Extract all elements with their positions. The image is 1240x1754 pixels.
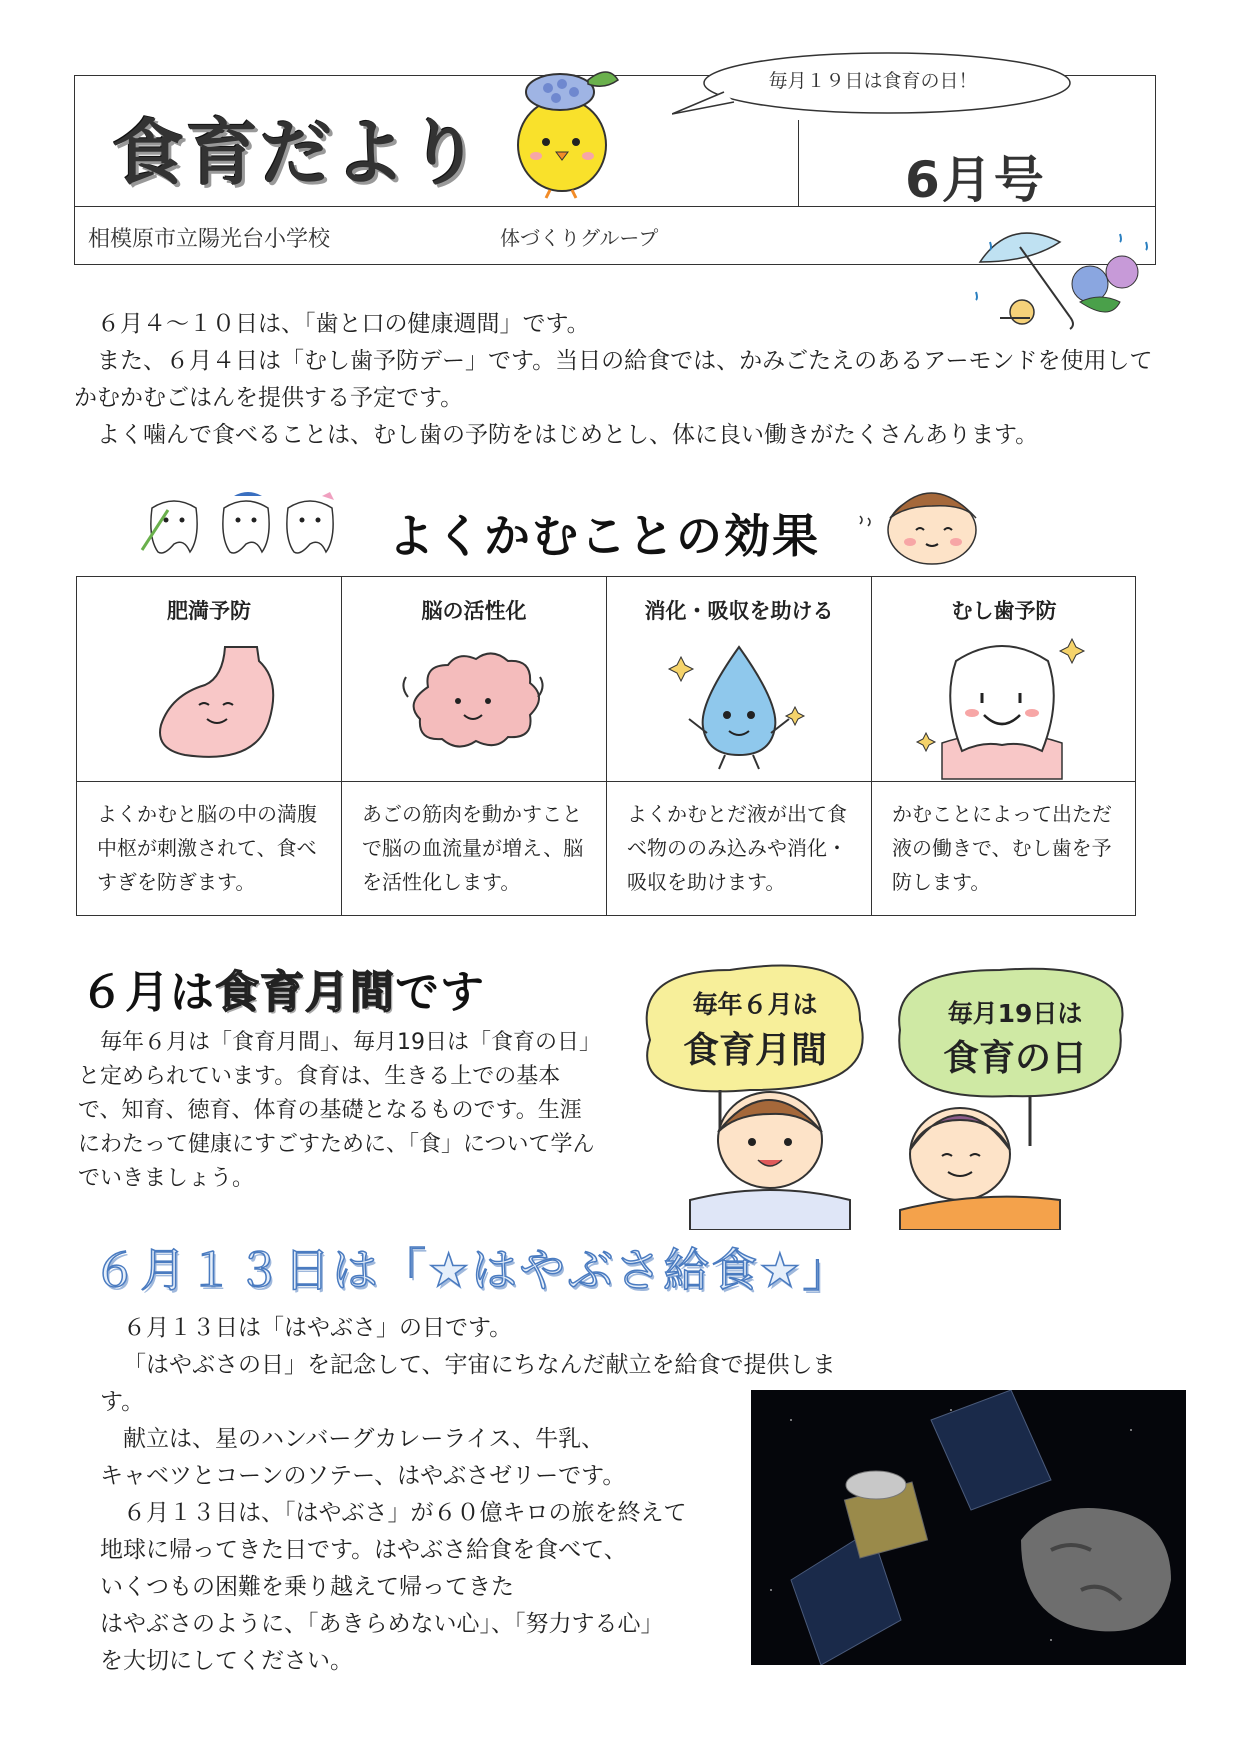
- intro-line-1: ６月４～１０日は、「歯と口の健康週間」です。: [97, 311, 590, 337]
- effects-table: [76, 576, 1136, 916]
- hayabusa-body: [100, 1310, 860, 1680]
- effect-cell-brain: [342, 577, 606, 915]
- effect-description: あごの筋肉を動かすことで脳の血流量が増え、脳を活性化します。: [362, 802, 584, 894]
- sign-1-bottom: 食育月間: [682, 1030, 827, 1071]
- hayabusa-paragraph: 「はやぶさの日」を記念して、宇宙にちなんだ献立を給食で提供します。: [100, 1352, 836, 1415]
- hayabusa-paragraph: ６月１３日は、「はやぶさ」が６０億キロの旅を終えて: [123, 1500, 687, 1526]
- hayabusa-paragraph: 献立は、星のハンバーグカレーライス、牛乳、: [123, 1426, 605, 1452]
- effect-heading: 消化・吸収を助ける: [644, 599, 834, 623]
- effect-heading: むし歯予防: [951, 599, 1057, 623]
- header-divider-vertical: [798, 120, 799, 206]
- saliva-drop-icon: [667, 637, 817, 777]
- sign-2-bottom: 食育の日: [942, 1038, 1087, 1079]
- stomach-icon: [147, 639, 277, 759]
- intro-line-2: また、６月４日は「むし歯予防デー」です。当日の給食では、かみごたえのあるアーモンドを使用してかむかむごはんを提供する予定です。: [74, 348, 1153, 411]
- teeth-characters-icon: [138, 490, 350, 558]
- chewing-child-icon: [852, 478, 992, 568]
- hayabusa-title: ６月１３日は「★はやぶさ給食★」: [92, 1243, 851, 1297]
- month-section-title: [80, 956, 485, 1020]
- sign-2-top: 毎月19日は: [947, 999, 1083, 1028]
- hayabusa-paragraph: キャベツとコーンのソテー、はやぶさゼリーです。: [100, 1463, 626, 1489]
- effect-cell-obesity: [77, 577, 341, 915]
- speech-bubble-text: 毎月１９日は食育の日！: [768, 70, 978, 92]
- month-title-part: です: [395, 967, 485, 1018]
- issue-label: 6月号: [905, 151, 1046, 209]
- effect-description: よくかむとだ液が出て食べ物ののみ込みや消化・吸収を助けます。: [627, 802, 847, 894]
- happy-tooth-icon: [912, 633, 1092, 781]
- hayabusa-paragraph: ６月１３日は「はやぶさ」の日です。: [123, 1315, 513, 1341]
- hayabusa-paragraph: いくつもの困難を乗り越えて帰ってきた: [100, 1574, 514, 1600]
- effect-heading: 肥満予防: [167, 599, 251, 623]
- intro-text: [74, 306, 1164, 454]
- hayabusa-paragraph: 地球に帰ってきた日です。はやぶさ給食を食べて、: [100, 1537, 627, 1563]
- intro-line-3: よく噛んで食べることは、むし歯の予防をはじめとし、体に良い働きがたくさんあります。: [97, 422, 1039, 448]
- hayabusa-paragraph: を大切にしてください。: [100, 1648, 353, 1674]
- group-name: 体づくりグループ: [500, 226, 659, 250]
- effects-title: よくかむことの効果: [388, 509, 820, 563]
- month-title-highlight: 食育月間: [215, 967, 395, 1018]
- sign-1-top: 毎年６月は: [692, 990, 818, 1019]
- newsletter-title: 食育だより: [112, 111, 483, 195]
- effect-heading: 脳の活性化: [421, 599, 527, 623]
- month-section-body: 毎年６月は「食育月間」、毎月19日は「食育の日」と定められています。食育は、生きる上での基本で、知育、徳育、体育の基礎となるものです。生涯にわたって健康にすごすために、「食」について学んでいきましょう。: [78, 1030, 595, 1191]
- effect-cell-digestion: [607, 577, 871, 915]
- month-title-part: ６月は: [80, 967, 215, 1018]
- school-name: 相模原市立陽光台小学校: [88, 227, 331, 252]
- spacecraft-asteroid-icon: [751, 1390, 1186, 1665]
- effect-cell-cavity: [872, 577, 1136, 915]
- effect-description: かむことによって出ただ液の働きで、むし歯を予防します。: [892, 802, 1112, 894]
- brain-icon: [398, 647, 548, 757]
- hayabusa-space-image: [751, 1390, 1186, 1665]
- effect-description: よくかむと脳の中の満腹中枢が刺激されて、食べすぎを防ぎます。: [97, 802, 317, 894]
- hayabusa-paragraph: はやぶさのように、「あきらめない心」、「努力する心」: [100, 1611, 664, 1637]
- chick-mascot-icon: [500, 60, 630, 200]
